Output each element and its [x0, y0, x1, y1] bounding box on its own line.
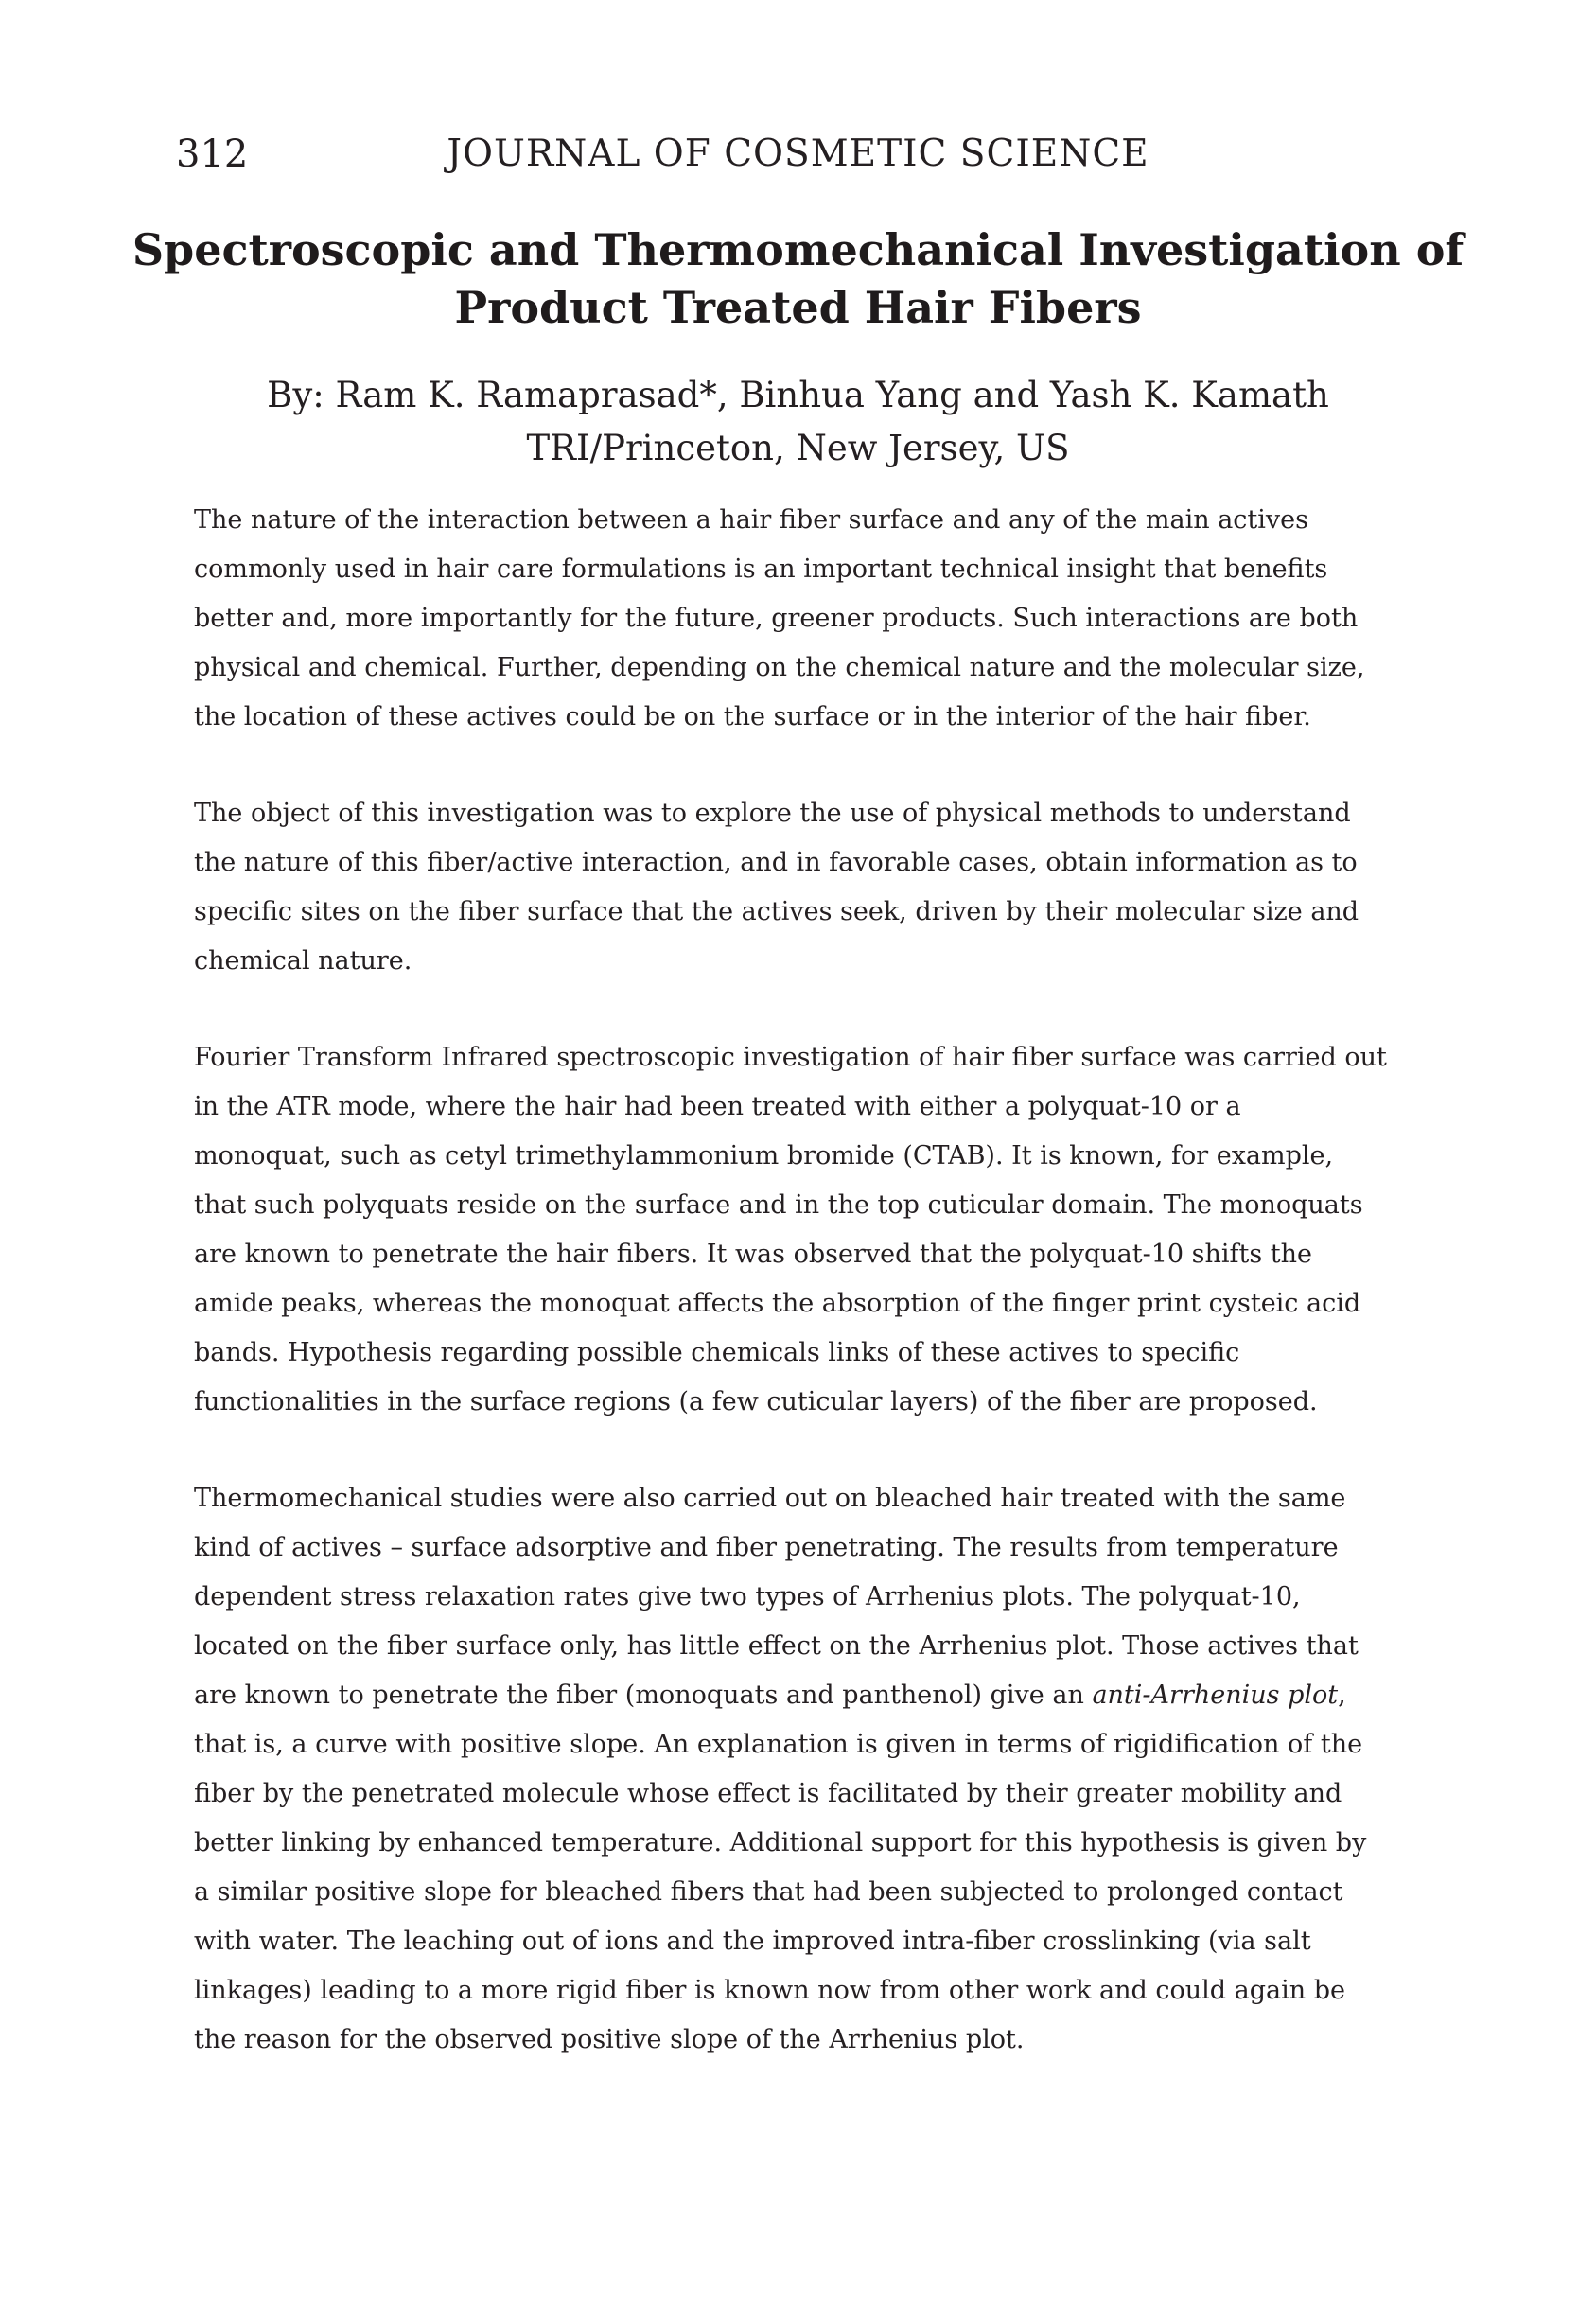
- byline: [0, 369, 1596, 475]
- article-title-line1: Spectroscopic and Thermomechanical Investigation of: [132, 224, 1464, 275]
- page-number: 312: [176, 132, 249, 176]
- abstract-body: [194, 496, 1518, 2112]
- page-header: [0, 131, 1596, 182]
- abstract-paragraph: The object of this investigation was to explore the use of physical methods to understand the nature of this fiber/active interaction, and in favorable cases, obtain information as to specific sites on the fiber surface that the actives seek, driven by their molecular size and chemical nature.: [194, 799, 1359, 976]
- journal-title: JOURNAL OF COSMETIC SCIENCE: [447, 132, 1149, 175]
- article-title-line2: Product Treated Hair Fibers: [454, 282, 1142, 333]
- authors-line: By: Ram K. Ramaprasad*, Binhua Yang and Yash K. Kamath: [267, 375, 1329, 415]
- affiliation-line: TRI/Princeton, New Jersey, US: [526, 428, 1070, 468]
- abstract-paragraph: Thermomechanical studies were also carried out on bleached hair treated with the same kind of actives – surface adsorptive and fiber penetrating. The results from temperature dependent stress relaxation rates give two types of Arrhenius plots. The polyquat-10, located on the fiber surface only, has little effect on the Arrhenius plot. Those actives that are known to penetrate the fiber (monoquats and panthenol) give an anti-Arrhenius plot, that is, a curve with positive slope. An explanation is given in terms of rigidification of the fiber by the penetrated molecule whose effect is facilitated by their greater mobility and better linking by enhanced temperature. Additional support for this hypothesis is given by a similar positive slope for bleached fibers that had been subjected to prolonged contact with water. The leaching out of ions and the improved intra-fiber crosslinking (via salt linkages) leading to a more rigid fiber is known now from other work and could again be the reason for the observed positive slope of the Arrhenius plot.: [194, 1484, 1367, 2054]
- abstract-paragraph: The nature of the interaction between a hair fiber surface and any of the main actives commonly used in hair care formulations is an important technical insight that benefits better and, more importantly for the future, greener products. Such interactions are both physical and chemical. Further, depending on the chemical nature and the molecular size, the location of these actives could be on the surface or in the interior of the hair fiber.: [194, 505, 1365, 731]
- article-title: [0, 221, 1596, 337]
- abstract-paragraph: Fourier Transform Infrared spectroscopic investigation of hair fiber surface was carried out in the ATR mode, where the hair had been treated with either a polyquat-10 or a monoquat, such as cetyl trimethylammonium bromide (CTAB). It is known, for example, that such polyquats reside on the surface and in the top cuticular domain. The monoquats are known to penetrate the hair fibers. It was observed that the polyquat-10 shifts the amide peaks, whereas the monoquat affects the absorption of the finger print cysteic acid bands. Hypothesis regarding possible chemicals links of these actives to specific functionalities in the surface regions (a few cuticular layers) of the fiber are proposed.: [194, 1043, 1387, 1417]
